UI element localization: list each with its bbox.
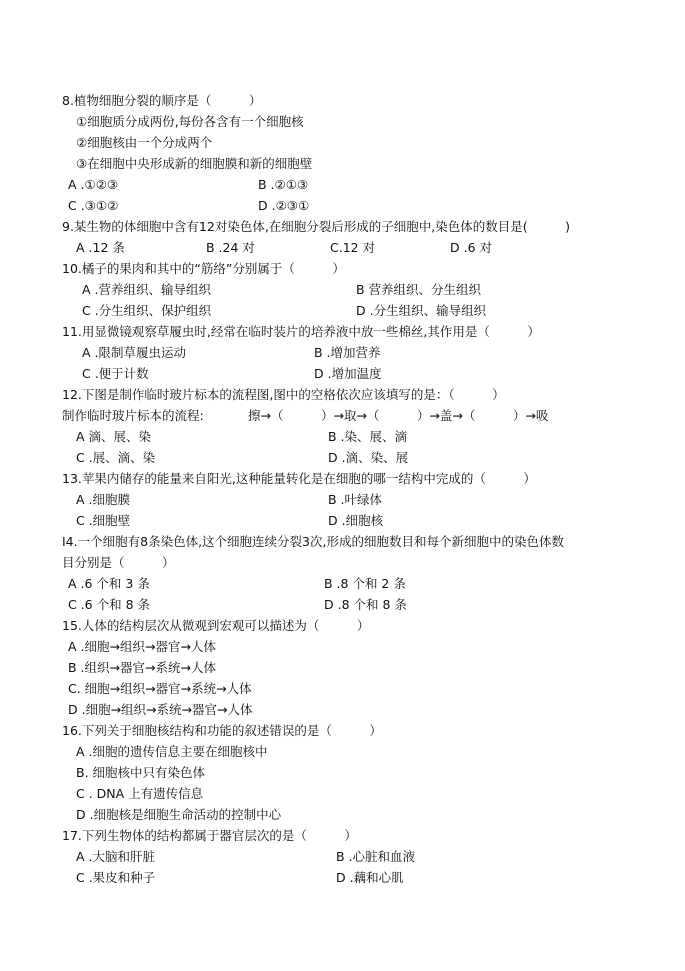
question-8-option-d: D .②③① xyxy=(258,198,310,213)
question-8-option-b: B .②①③ xyxy=(258,177,309,192)
question-9-option-b: B .24 对 xyxy=(206,240,255,255)
question-16-option-b: B. 细胞核中只有染色体 xyxy=(76,765,206,780)
question-12-option-a: A 滴、展、染 xyxy=(76,429,152,444)
question-11-option-d: D .增加温度 xyxy=(314,366,382,381)
question-14-stem-line-2: 目分别是（ ） xyxy=(62,555,175,570)
question-11-option-b: B .增加营养 xyxy=(314,345,381,360)
question-15-option-a: A .细胞→组织→器官→人体 xyxy=(68,639,216,654)
question-14-option-a: A .6 个和 3 条 xyxy=(68,576,150,591)
question-17-stem: 17.下列生物体的结构都属于器官层次的是（ ） xyxy=(62,828,357,843)
question-16-stem: 16.下列关于细胞核结构和功能的叙述错误的是（ ） xyxy=(62,723,382,738)
question-12-option-b: B .染、展、滴 xyxy=(328,429,408,444)
question-10-option-c: C .分生组织、保护组织 xyxy=(82,303,212,318)
question-13-option-b: B .叶绿体 xyxy=(328,492,383,507)
question-10-option-a: A .营养组织、输导组织 xyxy=(82,282,211,297)
question-12-stem: 12.下图是制作临时玻片标本的流程图,图中的空格依次应该填写的是：（ ） xyxy=(62,387,505,402)
question-12-option-d: D .滴、染、展 xyxy=(328,450,409,465)
question-8-item-1: ①细胞质分成两份,每份各含有一个细胞核 xyxy=(76,114,304,129)
question-13-option-a: A .细胞膜 xyxy=(76,492,130,507)
question-14-option-d: D .8 个和 8 条 xyxy=(324,597,407,612)
question-15-option-d: D .细胞→组织→系统→器官→人体 xyxy=(68,702,253,717)
question-8-item-3: ③在细胞中央形成新的细胞膜和新的细胞壁 xyxy=(76,156,313,171)
question-13-option-c: C .细胞壁 xyxy=(76,513,131,528)
question-14-option-b: B .8 个和 2 条 xyxy=(324,576,406,591)
question-17-option-d: D .藕和心肌 xyxy=(336,870,404,885)
question-17-option-c: C .果皮和种子 xyxy=(76,870,156,885)
question-9-stem: 9.某生物的体细胞中含有12对染色体,在细胞分裂后形成的子细胞中,染色体的数目是( ) xyxy=(62,219,571,234)
question-9-option-d: D .6 对 xyxy=(450,240,492,255)
question-10-option-d: D .分生组织、输导组织 xyxy=(356,303,487,318)
question-13-stem: 13.苹果内储存的能量来自阳光,这种能量转化是在细胞的哪一结构中完成的（ ） xyxy=(62,471,536,486)
question-16-option-a: A .细胞的遗传信息主要在细胞核中 xyxy=(76,744,268,759)
question-17-option-b: B .心脏和血液 xyxy=(336,849,416,864)
question-8-option-a: A .①②③ xyxy=(68,177,119,192)
question-13-option-d: D .细胞核 xyxy=(328,513,384,528)
question-12-option-c: C .展、滴、染 xyxy=(76,450,156,465)
question-10-option-b: B 营养组织、分生组织 xyxy=(356,282,482,297)
question-17-option-a: A .大脑和肝脏 xyxy=(76,849,155,864)
question-9-option-a: A .12 条 xyxy=(76,240,125,255)
question-12-flow-label: 制作临时玻片标本的流程: xyxy=(62,408,204,423)
question-10-stem: 10.橘子的果肉和其中的“筋络”分别属于（ ） xyxy=(62,261,345,276)
question-8-option-c: C .③①② xyxy=(68,198,119,213)
question-16-option-d: D .细胞核是细胞生命活动的控制中心 xyxy=(76,807,282,822)
question-11-option-c: C .便于计数 xyxy=(82,366,149,381)
question-15-stem: 15.人体的结构层次从微观到宏观可以描述为（ ） xyxy=(62,618,370,633)
question-14-stem-line-1: I4.一个细胞有8条染色体,这个细胞连续分裂3次,形成的细胞数目和每个新细胞中的染色体数 xyxy=(62,534,564,549)
question-8-item-2: ②细胞核由一个分成两个 xyxy=(76,135,213,150)
question-8-stem: 8.植物细胞分裂的顺序是（ ） xyxy=(62,93,262,108)
question-15-option-c: C. 细胞→组织→器官→系统→人体 xyxy=(68,681,252,696)
question-9-option-c: C.12 对 xyxy=(330,240,376,255)
question-16-option-c: C . DNA 上有遗传信息 xyxy=(76,786,204,801)
question-11-option-a: A .限制草履虫运动 xyxy=(82,345,186,360)
question-15-option-b: B .组织→器官→系统→人体 xyxy=(68,660,216,675)
question-11-stem: 11.用显微镜观察草履虫时,经常在临时装片的培养液中放一些棉丝,其作用是（ ） xyxy=(62,324,540,339)
question-14-option-c: C .6 个和 8 条 xyxy=(68,597,151,612)
question-12-flow: 擦→（ ）→取→（ ）→盖→（ ）→吸 xyxy=(248,408,549,423)
